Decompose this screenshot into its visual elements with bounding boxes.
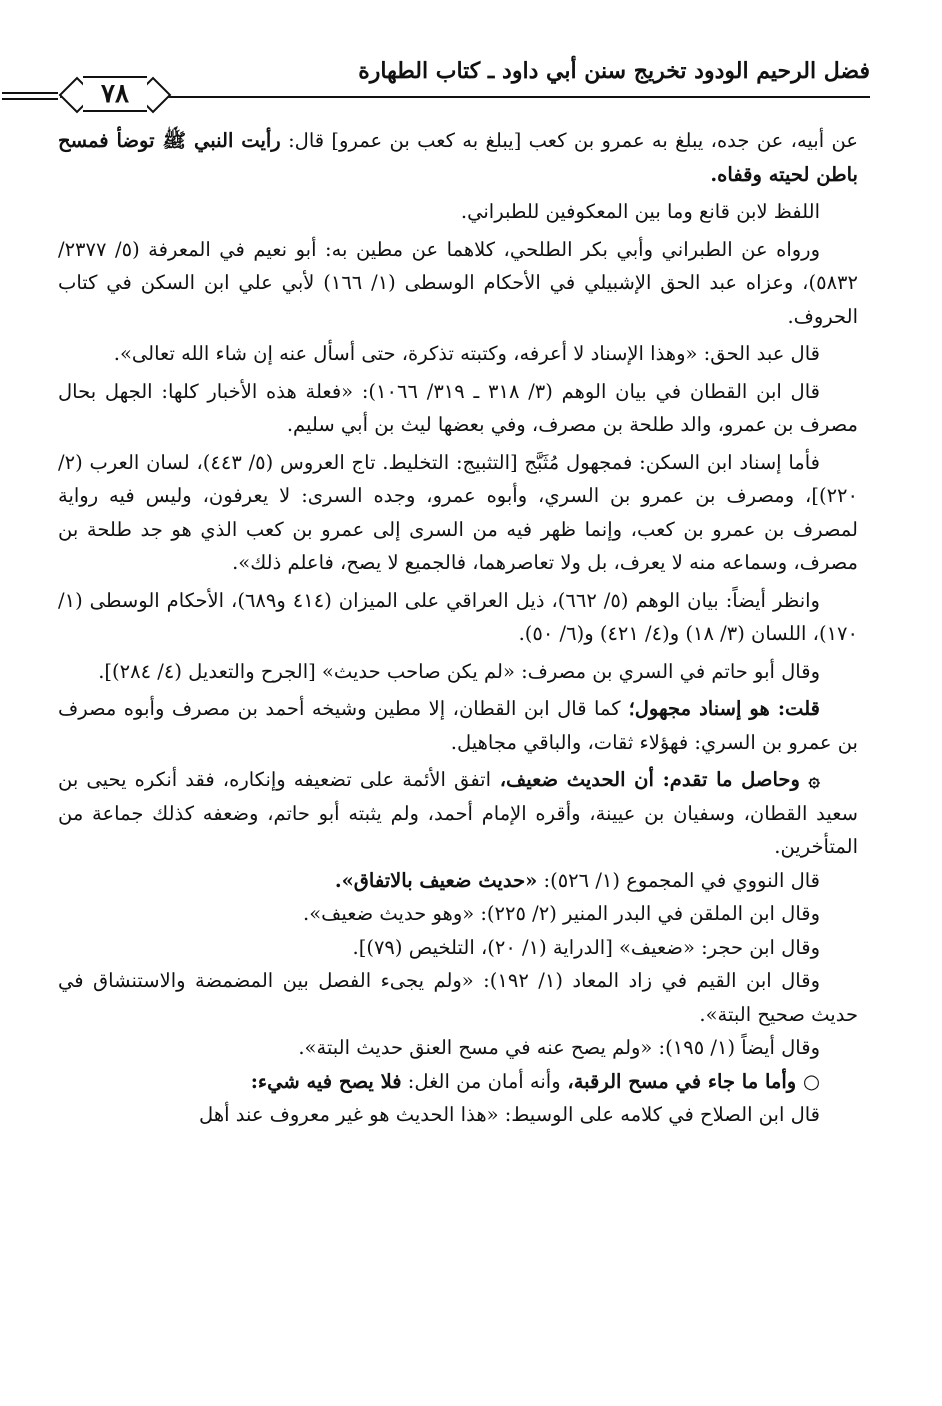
page-body bbox=[58, 124, 858, 1132]
paragraph-15 bbox=[58, 1031, 858, 1065]
paragraph-10 bbox=[58, 763, 858, 864]
paragraph-17 bbox=[58, 1098, 858, 1132]
text-segment: فأما إسناد ابن السكن: فمجهول مُثَبَّج [التثبيج: التخليط. تاج العروس (٥/ ٤٤٣)، لسان العرب (٢/ ٢٢٠)]، ومصرف بن عمرو بن السري، وأبوه عمرو، وجده السرى: لا يعرفون، وليس فيه رواية لمصرف بن عمرو بن كعب، وإنما ظهر فيه من السرى إلى عمرو بن كعب الذي هو جد طلحة بن مصرف، وسماعه منه لا يعرف، بل ولا تعاصرهما، فالجميع لا يصح، فاعلم ذلك». bbox=[58, 450, 858, 574]
text-segment: وقال أبو حاتم في السري بن مصرف: «لم يكن صاحب حديث» [الجرح والتعديل (٤/ ٢٨٤)]. bbox=[98, 659, 820, 683]
page-number-frame bbox=[72, 76, 158, 112]
bold-segment: قلت: هو إسناد مجهول؛ bbox=[620, 697, 820, 720]
text-segment: ورواه عن الطبراني وأبي بكر الطلحي، كلاهما عن مطين به: أبو نعيم في المعرفة (٥/ ٢٣٧٧/ ٥٨٣٢)، وعزاه عبد الحق الإشبيلي في الأحكام الوسطى (١/ ١٦٦) لأبي علي ابن السكن في كتاب الحروف. bbox=[58, 237, 858, 328]
text-segment: وقال ابن حجر: «ضعيف» [الدراية (١/ ٢٠)، التلخيص (٧٩)]. bbox=[352, 935, 820, 959]
text-segment: عن أبيه، عن جده، يبلغ به عمرو بن كعب [يبلغ به كعب بن عمرو] قال: bbox=[280, 129, 858, 152]
text-segment: اتفق الأئمة على تضعيفه وإنكاره، فقد أنكره يحيى بن سعيد القطان، وسفيان بن عيينة، وأقره الإمام أحمد، ولم يثبته أبو حاتم، وضعفه كذلك جماعة من المتأخرين. bbox=[58, 768, 858, 858]
paragraph-8 bbox=[58, 655, 858, 689]
bold-segment: رأيت النبي ﷺ توضأ فمسح باطن لحيته وقفاه. bbox=[58, 129, 858, 186]
bold-segment: ۞ وحاصل ما تقدم: أن الحديث ضعيف، bbox=[491, 768, 820, 791]
paragraph-7 bbox=[58, 584, 858, 651]
bold-segment: فلا يصح فيه شيء: bbox=[250, 1069, 402, 1093]
paragraph-9 bbox=[58, 692, 858, 759]
paragraph-16 bbox=[58, 1065, 858, 1099]
page-number: ٧٨ bbox=[83, 76, 147, 112]
bold-segment: ○ وأما ما جاء في مسح الرقبة، bbox=[560, 1069, 820, 1093]
paragraph-1 bbox=[58, 124, 858, 191]
paragraph-13 bbox=[58, 931, 858, 965]
paragraph-11 bbox=[58, 864, 858, 898]
bold-segment: «حديث ضعيف بالاتفاق». bbox=[334, 868, 538, 892]
text-segment: كما قال ابن القطان، إلا مطين وشيخه أحمد بن مصرف وأبوه مصرف بن عمرو بن السري: فهؤلاء ثقات، والباقي مجاهيل. bbox=[58, 697, 858, 754]
text-segment: قال ابن الصلاح في كلامه على الوسيط: «هذا الحديث هو غير معروف عند أهل bbox=[199, 1103, 820, 1126]
header-rule bbox=[60, 96, 870, 98]
paragraph-6 bbox=[58, 446, 858, 580]
paragraph-4 bbox=[58, 337, 858, 371]
paragraph-3 bbox=[58, 233, 858, 334]
text-segment: اللفظ لابن قانع وما بين المعكوفين للطبراني. bbox=[460, 200, 820, 223]
paragraph-5 bbox=[58, 375, 858, 442]
text-segment: قال عبد الحق: «وهذا الإسناد لا أعرفه، وكتبته تذكرة، حتى أسأل عنه إن شاء الله تعالى». bbox=[113, 342, 820, 365]
text-segment: وانظر أيضاً: بيان الوهم (٥/ ٦٦٢)، ذيل العراقي على الميزان (٤١٤ و٦٨٩)، الأحكام الوسطى (١/ ١٧٠)، اللسان (٣/ ١٨) و(٤/ ٤٢١) و(٦/ ٥٠). bbox=[58, 588, 858, 645]
text-segment: وأنه أمان من الغل: bbox=[401, 1069, 561, 1093]
text-segment: وقال أيضاً (١/ ١٩٥): «ولم يصح عنه في مسح العنق حديث البتة». bbox=[298, 1036, 820, 1059]
paragraph-14 bbox=[58, 964, 858, 1031]
header-double-rule bbox=[2, 92, 58, 100]
running-title: فضل الرحيم الودود تخريج سنن أبي داود ـ كتاب الطهارة bbox=[358, 58, 870, 84]
paragraph-12 bbox=[58, 897, 858, 931]
text-segment: قال النووي في المجموع (١/ ٥٢٦): bbox=[537, 868, 820, 892]
paragraph-2 bbox=[58, 195, 858, 229]
text-segment: وقال ابن القيم في زاد المعاد (١/ ١٩٢): «ولم يجىء الفصل بين المضمضة والاستنشاق في حديث صحيح البتة». bbox=[58, 969, 858, 1026]
text-segment: وقال ابن الملقن في البدر المنير (٢/ ٢٢٥): «وهو حديث ضعيف». bbox=[303, 902, 820, 925]
page-header bbox=[60, 48, 870, 118]
text-segment: قال ابن القطان في بيان الوهم (٣/ ٣١٨ ـ ٣١٩/ ١٠٦٦): «فعلة هذه الأخبار كلها: الجهل بحال مصرف بن عمرو، والد طلحة بن مصرف، وفي بعضها ليث بن أبي سليم. bbox=[58, 379, 858, 436]
